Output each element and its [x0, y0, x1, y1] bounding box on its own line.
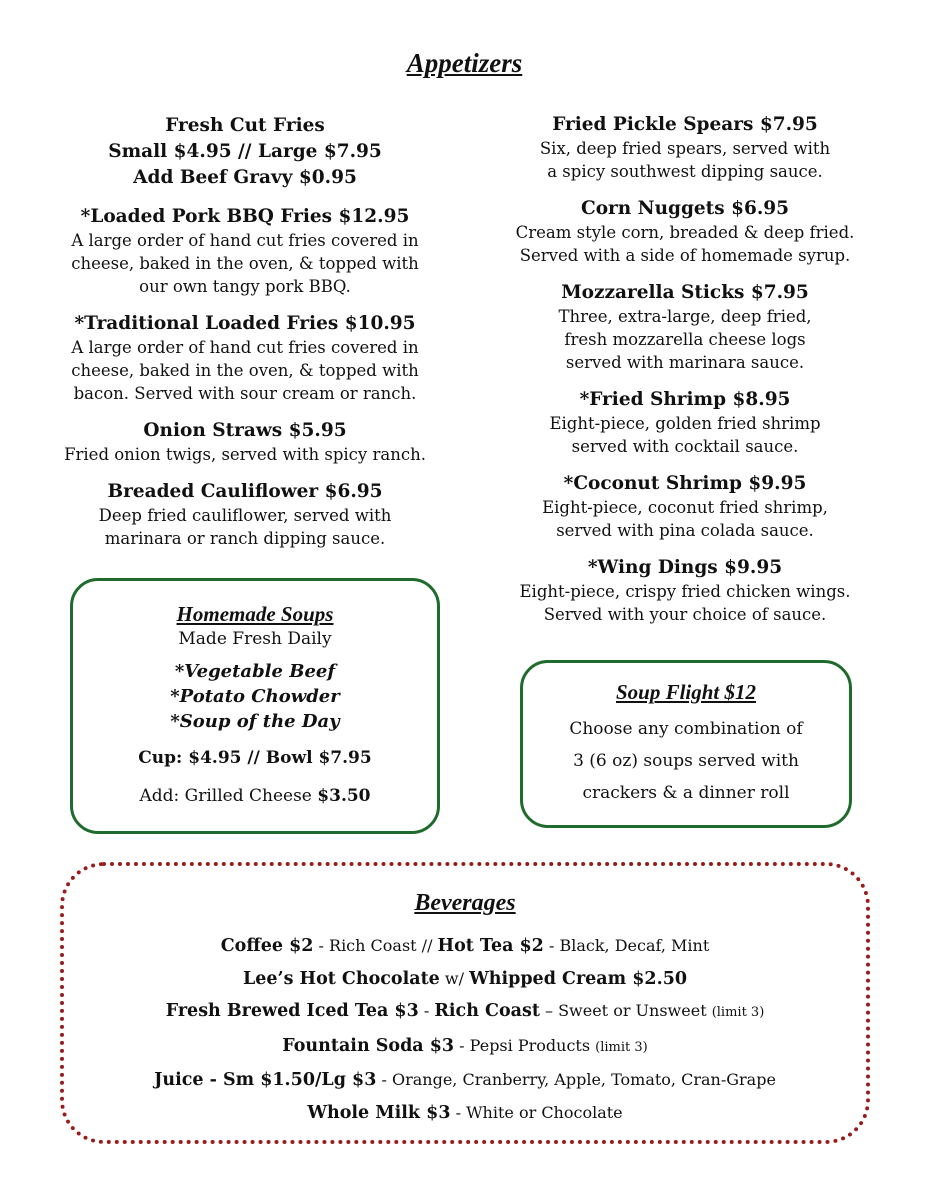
beverage-name: Lee’s Hot Chocolate [242, 968, 440, 989]
item-desc-line: fresh mozzarella cheese logs [564, 330, 806, 349]
menu-item-breaded-cauliflower [40, 480, 450, 550]
menu-item-traditional-loaded-fries [40, 312, 450, 405]
item-desc-line: a spicy southwest dipping sauce. [547, 162, 823, 181]
homemade-soups-box [70, 578, 440, 834]
item-name: Onion Straws $5.95 [143, 420, 347, 441]
beverage-name: Fountain Soda $3 [282, 1035, 455, 1056]
page-title: Appetizers [406, 48, 523, 78]
beverage-name: Coffee $2 [220, 936, 314, 956]
item-name: Fried Pickle Spears $7.95 [552, 114, 818, 135]
item-name: *Coconut Shrimp $9.95 [563, 473, 807, 494]
item-desc-line: Six, deep fried spears, served with [539, 139, 831, 158]
soups-subtitle: Made Fresh Daily [178, 629, 332, 649]
beverage-name: Rich Coast [434, 1001, 540, 1021]
item-name: Mozzarella Sticks $7.95 [561, 282, 809, 303]
soup-flight-box [520, 660, 852, 828]
beverage-line-iced-tea [64, 995, 866, 1030]
soup-item: *Soup of the Day [170, 711, 340, 732]
item-name: Corn Nuggets $6.95 [580, 198, 790, 219]
item-name: *Wing Dings $9.95 [587, 557, 783, 578]
item-desc-line: Eight-piece, golden fried shrimp [549, 414, 821, 433]
item-desc-line: our own tangy pork BBQ. [139, 277, 351, 296]
item-desc-line: served with pina colada sauce. [556, 521, 814, 540]
item-desc-line: Served with your choice of sauce. [543, 605, 827, 624]
flight-desc-line: Choose any combination of [569, 719, 803, 739]
menu-item-mozzarella-sticks [480, 281, 890, 374]
beverage-line-fountain-soda [64, 1030, 866, 1065]
item-desc-line: Eight-piece, coconut fried shrimp, [542, 498, 828, 517]
soups-addon [73, 784, 437, 808]
flight-desc [523, 713, 849, 809]
beverage-name: Whipped Cream $2.50 [469, 968, 688, 989]
beverage-name: Whole Milk $3 [307, 1102, 451, 1123]
item-desc-line: bacon. Served with sour cream or ranch. [73, 384, 417, 403]
item-desc-line: Fried onion twigs, served with spicy ranch. [64, 445, 426, 464]
menu-item-fresh-cut-fries [40, 113, 450, 191]
item-name: *Traditional Loaded Fries $10.95 [74, 313, 416, 334]
item-name: Fresh Cut Fries [165, 115, 325, 136]
beverage-detail: w/ [439, 968, 470, 988]
beverage-name: Juice - Sm $1.50/Lg $3 [154, 1070, 377, 1090]
item-desc-line: Served with a side of homemade syrup. [519, 246, 851, 265]
beverage-detail: - Rich Coast // [313, 936, 438, 955]
item-desc-line: cheese, baked in the oven, & topped with [71, 361, 419, 380]
soup-item: *Vegetable Beef [174, 661, 336, 682]
soups-title: Homemade Soups [176, 602, 334, 626]
soups-price: Cup: $4.95 // Bowl $7.95 [138, 748, 372, 768]
beverage-limit: (limit 3) [711, 1005, 765, 1020]
item-desc-line: cheese, baked in the oven, & topped with [71, 254, 419, 273]
item-desc-line: served with marinara sauce. [565, 353, 805, 372]
left-column [40, 113, 450, 564]
menu-item-wing-dings [480, 556, 890, 626]
menu-item-fried-shrimp [480, 388, 890, 458]
beverage-name: Fresh Brewed Iced Tea $3 [165, 1001, 419, 1021]
beverages-title: Beverages [414, 890, 516, 916]
item-desc-line: Deep fried cauliflower, served with [98, 506, 392, 525]
item-desc-line: Cream style corn, breaded & deep fried. [515, 223, 855, 242]
beverage-line-whole-milk [64, 1097, 866, 1130]
menu-item-corn-nuggets [480, 197, 890, 267]
beverage-detail: – Sweet or Unsweet [539, 1001, 712, 1020]
beverage-name: Hot Tea $2 [437, 936, 544, 956]
beverage-detail: - Orange, Cranberry, Apple, Tomato, Cran-Grape [376, 1070, 776, 1089]
item-name: *Loaded Pork BBQ Fries $12.95 [80, 206, 410, 227]
item-desc-line: A large order of hand cut fries covered in [71, 338, 419, 357]
flight-desc-line: 3 (6 oz) soups served with [573, 751, 799, 771]
item-desc-line: served with cocktail sauce. [571, 437, 799, 456]
menu-item-loaded-pork-bbq-fries [40, 205, 450, 298]
flight-desc-line: crackers & a dinner roll [582, 783, 790, 803]
item-name: Breaded Cauliflower $6.95 [107, 481, 383, 502]
right-column [480, 113, 890, 640]
item-sizes: Small $4.95 // Large $7.95 [108, 141, 382, 162]
beverage-detail: - Pepsi Products [454, 1035, 596, 1055]
beverage-detail: - [418, 1001, 435, 1020]
beverage-line-hot-chocolate [64, 963, 866, 996]
flight-title: Soup Flight $12 [615, 680, 757, 704]
beverage-limit: (limit 3) [595, 1039, 648, 1055]
menu-item-fried-pickle-spears [480, 113, 890, 183]
item-desc-line: Three, extra-large, deep fried, [558, 307, 812, 326]
soups-addon-label: Add: Grilled Cheese [139, 786, 312, 806]
item-desc-line: marinara or ranch dipping sauce. [104, 529, 386, 548]
soups-addon-price: $3.50 [317, 786, 371, 806]
item-desc-line: Eight-piece, crispy fried chicken wings. [519, 582, 851, 601]
beverage-detail: - White or Chocolate [450, 1102, 623, 1122]
menu-item-onion-straws [40, 419, 450, 466]
beverage-line-coffee [64, 930, 866, 963]
beverage-detail: - Black, Decaf, Mint [543, 936, 710, 955]
menu-item-coconut-shrimp [480, 472, 890, 542]
item-desc-line: A large order of hand cut fries covered in [71, 231, 419, 250]
item-name: *Fried Shrimp $8.95 [579, 389, 791, 410]
item-addon: Add Beef Gravy $0.95 [133, 167, 357, 188]
beverage-line-juice [64, 1064, 866, 1097]
soup-item: *Potato Chowder [170, 686, 340, 707]
beverages-box [60, 862, 870, 1144]
